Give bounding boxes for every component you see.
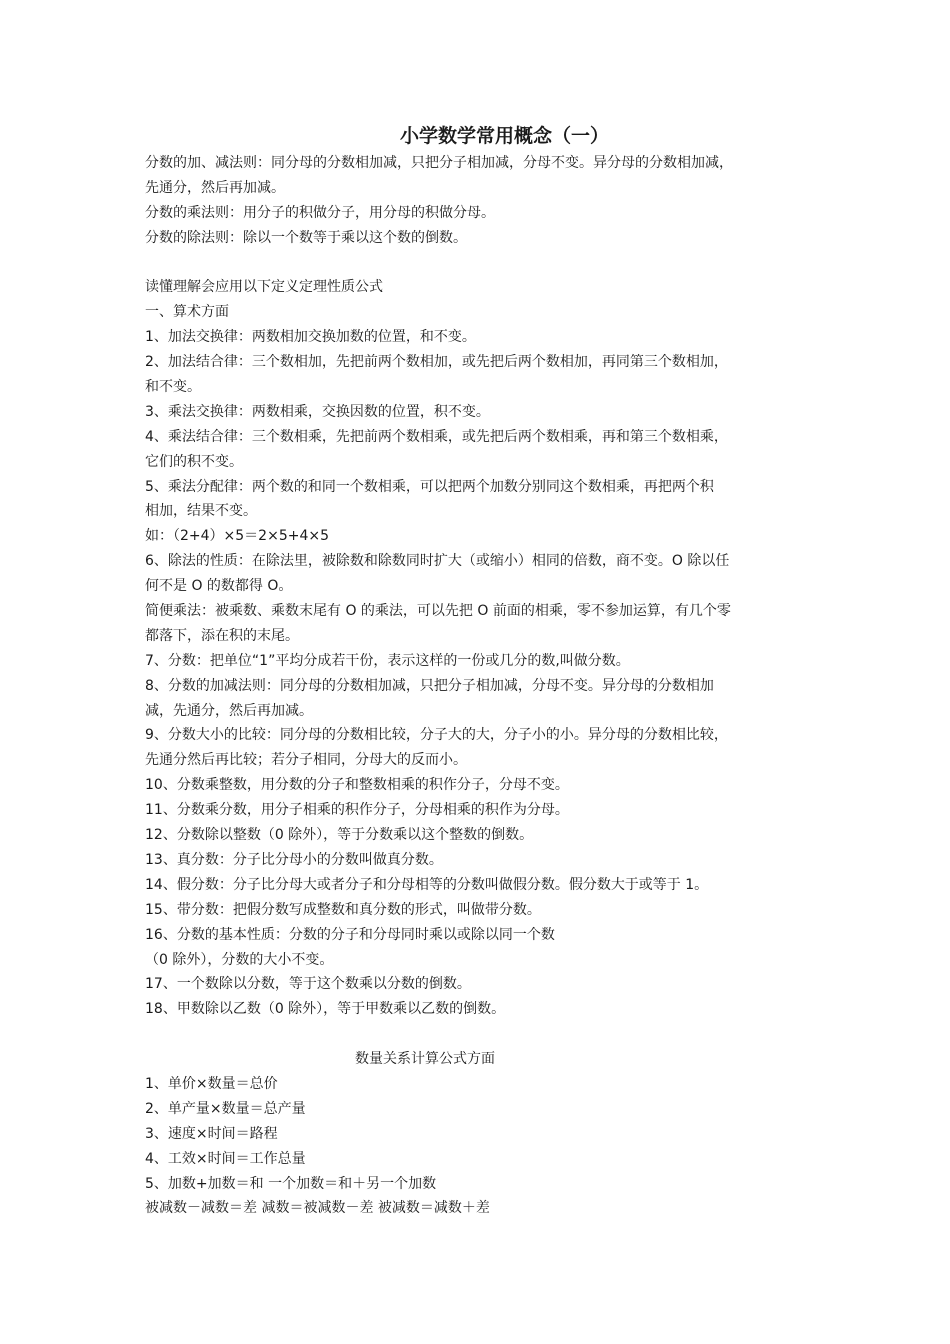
text-line: 18、甲数除以乙数（0 除外），等于甲数乘以乙数的倒数。 (145, 1001, 506, 1018)
text-line: 和不变。 (145, 379, 201, 396)
text-line: 11、分数乘分数，用分子相乘的积作分子，分母相乘的积作为分母。 (145, 802, 569, 819)
text-line: 分数的加、减法则：同分母的分数相加减，只把分子相加减，分母不变。异分母的分数相加减， (145, 155, 733, 171)
section-heading: 数量关系计算公式方面 (355, 1051, 495, 1068)
text-line: 被减数－减数＝差 减数＝被减数－差 被减数＝减数＋差 (145, 1200, 490, 1217)
text-line: 13、真分数：分子比分母小的分数叫做真分数。 (145, 851, 443, 868)
text-line: 2、单产量×数量＝总产量 (145, 1100, 306, 1117)
text-line: 它们的积不变。 (145, 453, 243, 470)
text-line: 14、假分数：分子比分母大或者分子和分母相等的分数叫做假分数。假分数大于或等于 1。 (145, 876, 709, 893)
text-line: 8、分数的加减法则：同分母的分数相加减，只把分子相加减，分母不变。异分母的分数相加 (145, 677, 714, 694)
blank-line (145, 251, 810, 276)
text-line: 先通分然后再比较；若分子相同，分母大的反而小。 (145, 752, 467, 769)
text-line: 都落下，添在积的末尾。 (145, 627, 299, 644)
text-line: 4、乘法结合律：三个数相乘，先把前两个数相乘，或先把后两个数相乘，再和第三个数相乘， (145, 428, 728, 445)
text-line: 10、分数乘整数，用分数的分子和整数相乘的积作分子，分母不变。 (145, 777, 569, 794)
section-heading: 一、算术方面 (145, 304, 229, 321)
text-line: 16、分数的基本性质：分数的分子和分母同时乘以或除以同一个数 (145, 926, 555, 943)
text-line: 如：（2+4）×5＝2×5+4×5 (145, 528, 330, 545)
blank-line (145, 1022, 810, 1047)
text-line: 5、乘法分配律：两个数的和同一个数相乘，可以把两个加数分别同这个数相乘，再把两个积 (145, 478, 714, 495)
text-line: 5、加数+加数＝和 一个加数＝和＋另一个加数 (145, 1175, 437, 1192)
text-line: 相加，结果不变。 (145, 503, 257, 520)
text-line: 先通分，然后再加减。 (145, 179, 285, 196)
text-line: 4、工效×时间＝工作总量 (145, 1150, 306, 1167)
text-line: 6、除法的性质：在除法里，被除数和除数同时扩大（或缩小）相同的倍数，商不变。O 除以任 (145, 553, 730, 570)
text-line: 分数的乘法则：用分子的积做分子，用分母的积做分母。 (145, 204, 495, 221)
section-heading: 读懂理解会应用以下定义定理性质公式 (145, 279, 383, 296)
text-line: 简便乘法：被乘数、乘数末尾有 O 的乘法，可以先把 O 前面的相乘，零不参加运算，有几个零 (145, 603, 731, 620)
text-line: 9、分数大小的比较：同分母的分数相比较，分子大的大，分子小的小。异分母的分数相比较， (145, 727, 728, 744)
text-line: 17、一个数除以分数，等于这个数乘以分数的倒数。 (145, 976, 471, 993)
text-line: （0 除外），分数的大小不变。 (145, 951, 334, 968)
text-line: 1、加法交换律：两数相加交换加数的位置，和不变。 (145, 329, 476, 346)
document-body (145, 151, 810, 1221)
page-title: 小学数学常用概念（一） (400, 125, 610, 147)
text-line: 何不是 O 的数都得 O。 (145, 578, 293, 595)
text-line: 7、分数：把单位“1”平均分成若干份，表示这样的一份或几分的数,叫做分数。 (145, 652, 630, 669)
text-line: 12、分数除以整数（0 除外），等于分数乘以这个整数的倒数。 (145, 827, 534, 844)
text-line: 2、加法结合律：三个数相加，先把前两个数相加，或先把后两个数相加，再同第三个数相加， (145, 354, 728, 371)
text-line: 分数的除法则：除以一个数等于乘以这个数的倒数。 (145, 229, 467, 246)
text-line: 3、乘法交换律：两数相乘，交换因数的位置，积不变。 (145, 403, 490, 420)
text-line: 15、带分数：把假分数写成整数和真分数的形式，叫做带分数。 (145, 901, 541, 918)
text-line: 3、速度×时间＝路程 (145, 1125, 278, 1142)
text-line: 减，先通分，然后再加减。 (145, 702, 313, 719)
text-line: 1、单价×数量＝总价 (145, 1075, 278, 1092)
